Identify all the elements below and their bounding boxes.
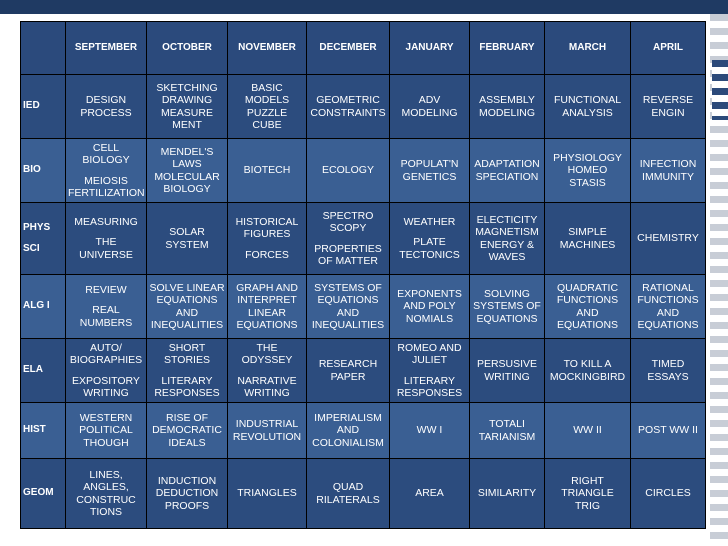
- topic-cell: [307, 75, 390, 139]
- topic-line: INFECTION: [639, 158, 697, 170]
- subject-row: [21, 139, 706, 203]
- topic-line: WW II: [573, 424, 602, 437]
- subject-label: [21, 75, 66, 139]
- header-corner: [21, 22, 66, 75]
- topic-line: AND: [656, 306, 680, 319]
- topic-line: COLONIALISM: [312, 436, 384, 449]
- topic-cell: [631, 275, 706, 339]
- subject-row: [21, 339, 706, 403]
- topic-cell: [147, 403, 228, 459]
- topic-line: ESSAYS: [647, 370, 689, 383]
- topic-line: WRITING: [484, 370, 530, 383]
- topic-line: WESTERN: [79, 411, 133, 424]
- topic-line: DRAWING: [161, 94, 213, 106]
- topic-cell: [470, 339, 545, 403]
- month-header: APRIL: [631, 22, 706, 75]
- topic-line: EXPOSITORY: [72, 374, 140, 387]
- topic-cell: [545, 339, 631, 403]
- subject-row: [21, 203, 706, 275]
- topic-line: ENGIN: [651, 106, 685, 119]
- month-header-row: [21, 22, 706, 75]
- topic-line: FERTILIZATION: [68, 187, 145, 199]
- topic-cell: [228, 203, 307, 275]
- topic-line: AUTO/: [90, 341, 122, 354]
- topic-line: LINEAR: [248, 306, 286, 319]
- topic-line: IMPERIALISM: [314, 411, 382, 424]
- topic-line: LITERARY: [403, 374, 456, 387]
- topic-line: SOLVE LINEAR: [149, 281, 225, 294]
- month-header: MARCH: [545, 22, 631, 75]
- topic-cell: [470, 403, 545, 459]
- topic-line: PROCESS: [80, 106, 132, 119]
- topic-cell: [631, 203, 706, 275]
- subject-label: [21, 203, 66, 275]
- topic-line: ELECTICITY: [476, 213, 538, 226]
- month-header: OCTOBER: [147, 22, 228, 75]
- topic-line: MODELS: [244, 94, 290, 106]
- topic-cell: [545, 275, 631, 339]
- topic-cell: [545, 203, 631, 275]
- topic-line: WRITING: [83, 387, 129, 399]
- topic-cell: [390, 203, 470, 275]
- topic-cell: [66, 139, 147, 203]
- topic-cell: [631, 75, 706, 139]
- topic-line: SOLAR: [169, 226, 205, 238]
- subject-row: [21, 275, 706, 339]
- topic-line: REAL: [92, 304, 120, 317]
- topic-line: PHYSIOLOGY: [553, 151, 622, 164]
- curriculum-calendar-table: [20, 21, 706, 529]
- subject-label: [21, 275, 66, 339]
- topic-line: AREA: [415, 487, 444, 500]
- subject-label-line: ALG I: [23, 300, 50, 312]
- topic-cell: [147, 275, 228, 339]
- topic-line: GRAPH AND: [236, 281, 298, 294]
- topic-line: EQUATIONS: [556, 319, 619, 331]
- topic-cell: [545, 403, 631, 459]
- topic-line: SIMPLE: [568, 226, 607, 238]
- topic-line: PUZZLE: [246, 106, 288, 119]
- topic-line: MEIOSIS: [84, 174, 128, 187]
- topic-line: RESPONSES: [396, 387, 463, 399]
- topic-line: BIOTECH: [243, 164, 291, 177]
- topic-line: EQUATIONS: [637, 319, 699, 331]
- topic-line: IMMUNITY: [642, 170, 694, 183]
- topic-line: SKETCHING: [156, 81, 218, 94]
- topic-line: AND: [336, 424, 360, 437]
- topic-line: REVERSE: [642, 94, 694, 106]
- topic-line: FUNCTIONS: [637, 294, 699, 306]
- topic-line: BASIC: [251, 81, 283, 94]
- topic-cell: [228, 339, 307, 403]
- topic-line: CONSTRAINTS: [310, 106, 386, 119]
- topic-line: WW I: [416, 424, 443, 437]
- topic-line: TECTONICS: [399, 248, 460, 261]
- topic-cell: [545, 139, 631, 203]
- topic-cell: [228, 459, 307, 529]
- topic-line: SCOPY: [329, 222, 367, 234]
- topic-line: PERSUSIVE: [476, 358, 538, 370]
- topic-cell: [631, 403, 706, 459]
- topic-line: ECOLOGY: [322, 164, 374, 177]
- topic-line: STORIES: [164, 354, 210, 366]
- topic-cell: [545, 75, 631, 139]
- topic-line: NOMIALS: [405, 312, 454, 325]
- topic-line: DESIGN: [85, 94, 127, 106]
- topic-line: MODELING: [401, 106, 458, 119]
- topic-line: HISTORICAL: [235, 215, 299, 228]
- topic-line: ENERGY &: [479, 238, 535, 251]
- topic-line: DEDUCTION: [155, 487, 219, 500]
- topic-cell: [66, 403, 147, 459]
- topic-cell: [307, 339, 390, 403]
- topic-line: INTERPRET: [237, 294, 297, 306]
- topic-cell: [66, 275, 147, 339]
- topic-line: BIOGRAPHIES: [69, 354, 143, 366]
- topic-line: POST WW II: [638, 424, 698, 437]
- topic-line: FUNCTIONAL: [553, 94, 622, 106]
- topic-line: TRIG: [574, 499, 601, 512]
- topic-line: NUMBERS: [79, 316, 133, 329]
- topic-line: ODYSSEY: [241, 354, 293, 366]
- topic-line: CELL BIOLOGY: [82, 141, 130, 166]
- topic-line: FUNCTIONS: [556, 294, 619, 306]
- topic-line: QUADRATIC: [556, 281, 619, 294]
- subject-label-line: BIO: [23, 164, 41, 176]
- topic-cell: [470, 203, 545, 275]
- topic-cell: [307, 275, 390, 339]
- topic-cell: [470, 75, 545, 139]
- topic-line: REVOLUTION: [232, 430, 302, 443]
- topic-line: THE: [95, 236, 117, 249]
- topic-cell: [228, 403, 307, 459]
- topic-line: THE: [256, 341, 278, 354]
- topic-line: BIOLOGY: [163, 183, 211, 195]
- topic-cell: [307, 403, 390, 459]
- subject-label: [21, 339, 66, 403]
- topic-line: LINES,: [89, 468, 123, 481]
- topic-cell: [390, 339, 470, 403]
- topic-line: EXPONENTS: [397, 287, 462, 300]
- topic-line: INEQUALITIES: [150, 319, 224, 331]
- topic-cell: [545, 459, 631, 529]
- subject-label: [21, 459, 66, 529]
- topic-line: AND: [576, 306, 599, 319]
- topic-cell: [307, 203, 390, 275]
- topic-line: ADV: [418, 94, 441, 106]
- topic-cell: [228, 139, 307, 203]
- topic-line: ADAPTATION: [474, 158, 540, 170]
- topic-line: EQUATIONS: [317, 294, 379, 306]
- month-header: JANUARY: [390, 22, 470, 75]
- topic-line: CIRCLES: [645, 487, 691, 500]
- month-header: NOVEMBER: [228, 22, 307, 75]
- topic-line: GENETICS: [402, 170, 457, 183]
- topic-cell: [147, 339, 228, 403]
- topic-line: MOCKINGBIRD: [549, 370, 626, 383]
- topic-line: TOTALI: [489, 418, 525, 430]
- topic-line: MENT: [172, 119, 202, 131]
- topic-line: SYSTEMS OF: [473, 300, 541, 313]
- topic-cell: [631, 139, 706, 203]
- topic-cell: [66, 459, 147, 529]
- topic-line: GEOMETRIC: [316, 94, 380, 106]
- topic-cell: [307, 139, 390, 203]
- subject-label-line: HIST: [23, 424, 46, 436]
- topic-line: UNIVERSE: [79, 248, 133, 261]
- topic-line: POPULAT'N: [400, 158, 459, 170]
- topic-cell: [66, 203, 147, 275]
- topic-line: SYSTEMS OF: [314, 281, 382, 294]
- topic-line: RESEARCH: [318, 358, 378, 370]
- topic-cell: [390, 139, 470, 203]
- topic-line: AND POLY: [403, 300, 456, 313]
- topic-cell: [631, 339, 706, 403]
- topic-line: TIONS: [89, 506, 123, 518]
- topic-line: ANALYSIS: [562, 106, 613, 119]
- topic-line: TARIANISM: [478, 430, 536, 443]
- topic-line: MACHINES: [559, 238, 616, 251]
- topic-line: RESPONSES: [154, 387, 220, 399]
- topic-line: SPECIATION: [475, 170, 539, 183]
- topic-line: RATIONAL: [642, 281, 694, 294]
- topic-line: SOLVING: [484, 287, 530, 300]
- topic-cell: [390, 75, 470, 139]
- topic-line: SYSTEM: [165, 238, 209, 251]
- topic-line: THOUGH: [83, 436, 129, 449]
- topic-line: SHORT: [168, 341, 206, 354]
- topic-line: JULIET: [411, 354, 447, 366]
- topic-cell: [470, 139, 545, 203]
- subject-row: [21, 75, 706, 139]
- topic-cell: [390, 275, 470, 339]
- topic-line: PLATE: [413, 236, 446, 249]
- topic-line: LAWS: [172, 158, 202, 170]
- subject-label: [21, 139, 66, 203]
- topic-line: NARRATIVE: [237, 374, 297, 387]
- topic-line: ANGLES,: [83, 481, 129, 493]
- topic-line: IDEALS: [168, 436, 206, 449]
- topic-line: EQUATIONS: [236, 319, 298, 331]
- topic-line: RIGHT: [571, 474, 604, 487]
- topic-line: AND: [175, 306, 199, 319]
- topic-cell: [631, 459, 706, 529]
- topic-line: AND: [336, 306, 360, 319]
- subject-label-line: SCI: [23, 242, 40, 254]
- topic-line: TIMED: [651, 358, 685, 370]
- topic-line: INDUSTRIAL: [235, 418, 299, 430]
- decorative-stripe-accent: [712, 60, 728, 120]
- topic-cell: [228, 75, 307, 139]
- topic-line: PROOFS: [164, 499, 210, 512]
- topic-line: TRIANGLES: [237, 487, 297, 500]
- subject-label-line: PHYS: [23, 222, 51, 233]
- topic-line: FORCES: [245, 248, 289, 261]
- topic-line: TRIANGLE: [561, 487, 614, 500]
- subject-row: [21, 403, 706, 459]
- topic-line: WRITING: [244, 387, 290, 399]
- subject-label: [21, 403, 66, 459]
- subject-label-line: IED: [23, 100, 40, 112]
- subject-label-line: GEOM: [23, 487, 54, 499]
- topic-line: MEASURE: [161, 106, 213, 119]
- topic-line: OF MATTER: [318, 255, 378, 267]
- topic-line: DEMOCRATIC: [152, 424, 222, 437]
- topic-line: EQUATIONS: [476, 312, 538, 325]
- topic-line: CHEMISTRY: [637, 232, 699, 245]
- month-header: DECEMBER: [307, 22, 390, 75]
- topic-line: MOLECULAR: [154, 170, 220, 183]
- topic-line: REVIEW: [85, 283, 127, 296]
- topic-line: PROPERTIES: [314, 242, 382, 255]
- subject-label-line: ELA: [23, 364, 43, 376]
- topic-line: CUBE: [252, 119, 282, 131]
- topic-line: TO KILL A: [563, 358, 612, 370]
- topic-line: WAVES: [488, 251, 526, 263]
- topic-line: WEATHER: [403, 215, 456, 228]
- topic-line: ASSEMBLY: [479, 94, 535, 106]
- topic-line: SIMILARITY: [477, 487, 537, 500]
- topic-cell: [147, 139, 228, 203]
- topic-line: MODELING: [478, 106, 535, 119]
- topic-line: POLITICAL: [79, 424, 133, 437]
- topic-line: PAPER: [330, 370, 366, 383]
- topic-cell: [147, 203, 228, 275]
- topic-line: FIGURES: [243, 228, 291, 241]
- topic-cell: [470, 275, 545, 339]
- topic-cell: [147, 75, 228, 139]
- topic-cell: [66, 339, 147, 403]
- topic-cell: [228, 275, 307, 339]
- month-header: FEBRUARY: [470, 22, 545, 75]
- topic-line: ROMEO AND: [397, 341, 462, 354]
- topic-line: CONSTRUC: [76, 493, 136, 506]
- topic-cell: [147, 459, 228, 529]
- topic-line: SPECTRO: [322, 209, 374, 222]
- subject-row: [21, 459, 706, 529]
- month-header: SEPTEMBER: [66, 22, 147, 75]
- top-banner: [0, 0, 728, 14]
- topic-line: INEQUALITIES: [311, 319, 385, 331]
- topic-line: STASIS: [569, 176, 606, 189]
- topic-line: MEASURING: [74, 215, 138, 228]
- topic-cell: [470, 459, 545, 529]
- topic-line: QUAD: [332, 481, 364, 493]
- topic-line: EQUATIONS: [156, 294, 218, 306]
- topic-line: INDUCTION: [157, 474, 217, 487]
- topic-line: RISE OF: [165, 411, 208, 424]
- topic-line: MAGNETISM: [475, 226, 539, 238]
- topic-cell: [390, 459, 470, 529]
- topic-line: LITERARY: [161, 374, 213, 387]
- topic-cell: [390, 403, 470, 459]
- topic-line: HOMEO: [567, 164, 608, 177]
- topic-cell: [66, 75, 147, 139]
- topic-line: RILATERALS: [316, 493, 380, 506]
- topic-line: MENDEL'S: [160, 145, 214, 158]
- topic-cell: [307, 459, 390, 529]
